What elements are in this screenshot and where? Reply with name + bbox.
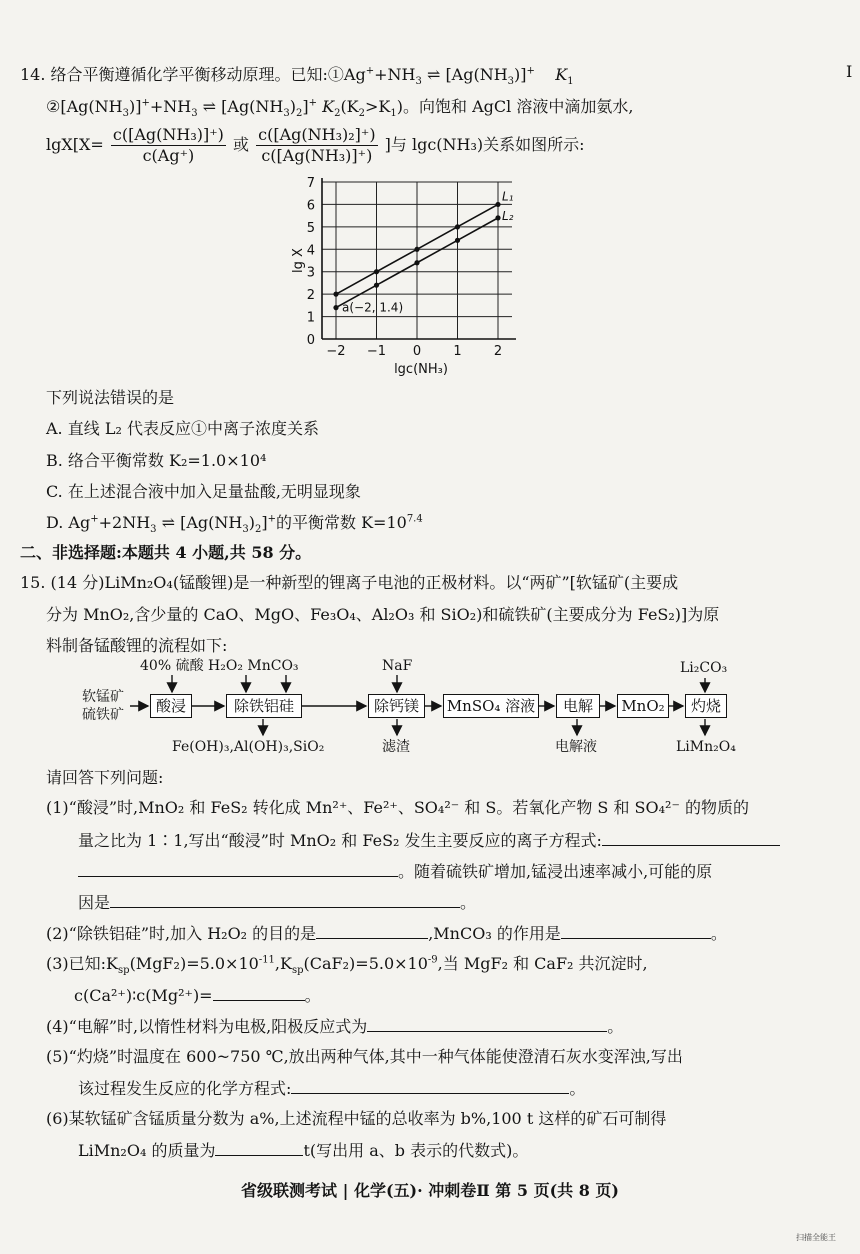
y-tick-label: 0 (306, 333, 315, 348)
answer-blank-5[interactable] (291, 1077, 569, 1094)
answer-blank-1c[interactable] (110, 891, 460, 908)
answer-blank-6[interactable] (215, 1139, 303, 1156)
sub5-line2: 该过程发生反应的化学方程式: 。 (78, 1079, 586, 1098)
sub6-line2: LiMn₂O₄ 的质量为 t(写出用 a、b 表示的代数式)。 (78, 1141, 529, 1160)
answer-blank-1b[interactable] (78, 860, 398, 877)
data-point (455, 224, 460, 229)
output-filter-residue: 滤渣 (382, 739, 410, 755)
step-mnso4-solution: MnSO₄ 溶液 (443, 694, 539, 718)
y-tick-label: 6 (306, 198, 315, 214)
series-label: L₁ (502, 189, 514, 204)
sub1-line4: 因是 。 (78, 893, 477, 912)
output-precipitates: Fe(OH)₃,Al(OH)₃,SiO₂ (172, 739, 325, 755)
answer-blank-4[interactable] (367, 1015, 607, 1032)
answer-blank-3[interactable] (213, 984, 305, 1001)
y-axis-label: lg X (291, 248, 306, 273)
x-axis-label: lgc(NH₃) (394, 362, 448, 377)
y-tick-label: 5 (306, 220, 315, 236)
scanner-watermark: 扫描全能王 (796, 1233, 836, 1242)
data-point (455, 238, 460, 243)
sub6-line1: (6)某软锰矿含锰质量分数为 a%,上述流程中锰的总收率为 b%,100 t 这样的矿石可制得 (46, 1109, 667, 1128)
x-tick-label: 1 (453, 344, 462, 359)
series-label: L₂ (502, 208, 514, 223)
sub4-line: (4)“电解”时,以惰性材料为电极,阳极反应式为 。 (46, 1017, 624, 1036)
sub2-line: (2)“除铁铝硅”时,加入 H₂O₂ 的目的是 ,MnCO₃ 的作用是 。 (46, 924, 727, 943)
section-2-heading: 二、非选择题:本题共 4 小题,共 58 分。 (20, 543, 312, 562)
q15-ask: 请回答下列问题: (46, 768, 164, 787)
option-a: A. 直线 L₂ 代表反应①中离子浓度关系 (46, 419, 319, 438)
x-tick-label: −1 (366, 344, 387, 359)
sub1-line1: (1)“酸浸”时,MnO₂ 和 FeS₂ 转化成 Mn²⁺、Fe²⁺、SO₄²⁻ 和 S。若氧化产物 S 和 SO₄²⁻ 的物质的 (46, 798, 749, 817)
x-tick-label: 2 (493, 344, 503, 359)
q15-intro-2: 分为 MnO₂,含少量的 CaO、MgO、Fe₃O₄、Al₂O₃ 和 SiO₂)和硫铁矿(主要成分为 FeS₂)]为原 (46, 605, 720, 624)
step-acid-leach: 酸浸 (150, 694, 192, 718)
fraction-2: $\frac{\text{c([Ag(NH₃)₂]⁺)}}{\text{c([Ag(NH₃)]⁺)}}$ (258, 125, 376, 165)
step-remove-ca-mg: 除钙镁 (368, 694, 425, 718)
data-point (414, 247, 419, 252)
data-point (333, 305, 338, 310)
q14-prompt: 下列说法错误的是 (46, 388, 175, 407)
sub5-line1: (5)“灼烧”时温度在 600~750 ℃,放出两种气体,其中一种气体能使澄清石灰水变浑浊,写出 (46, 1047, 683, 1066)
sub1-line2: 量之比为 1∶1,写出“酸浸”时 MnO₂ 和 FeS₂ 发生主要反应的离子方程式: (78, 829, 780, 852)
output-electrolyte: 电解液 (555, 739, 597, 755)
step-mno2: MnO₂ (617, 694, 669, 718)
lgx-chart (290, 172, 550, 377)
option-d: D. $Ag^++2NH_3$ ⇌ $[Ag(NH_3)_2]^+$的平衡常数 $K=10^{7.4}$ (46, 513, 423, 536)
data-point (495, 215, 500, 220)
answer-blank-2a[interactable] (316, 922, 428, 939)
data-point (374, 269, 379, 274)
answer-blank-1a[interactable] (602, 829, 780, 846)
fraction-1: $\frac{\text{c([Ag(NH₃)]⁺)}}{c(Ag^+)}$ (112, 125, 224, 165)
reagent-naf: NaF (382, 658, 413, 674)
y-tick-label: 2 (306, 288, 315, 304)
step-calcine: 灼烧 (685, 694, 727, 718)
data-point (374, 283, 379, 288)
raw-material-1: 软锰矿 (82, 689, 124, 705)
reagent-li2co3: Li₂CO₃ (680, 660, 728, 676)
q14-line3: lgX[X= $\frac{\text{c([Ag(NH₃)]⁺)}}{c(Ag^+)}$ 或 $\frac{\text{c([Ag(NH₃)₂]⁺)}}{\text{c([Ag(NH₃)]⁺)}}$ ]与 lgc(NH₃)关系如图所示: (46, 125, 585, 165)
page-footer: 省级联测考试 | 化学(五)· 冲刺卷Ⅱ 第 5 页(共 8 页) (241, 1181, 619, 1200)
y-tick-label: 1 (306, 310, 315, 326)
data-point (414, 260, 419, 265)
data-point (495, 202, 500, 207)
point-annotation: a(−2, 1.4) (342, 300, 404, 315)
q14-line2: $②[Ag(NH_3)]^++NH_3$ ⇌ $[Ag(NH_3)_2]^+$ $K_2(K_2>K_1)$。向饱和 AgCl 溶液中滴加氨水, (46, 97, 634, 120)
q15-intro-3: 料制备锰酸锂的流程如下: (46, 636, 228, 655)
data-point (333, 292, 338, 297)
raw-material-2: 硫铁矿 (82, 707, 124, 723)
q15-intro-1: 15. (14 分)LiMn₂O₄(锰酸锂)是一种新型的锂离子电池的正极材料。以“两矿”[软锰矿(主要成 (20, 573, 679, 592)
y-tick-label: 4 (306, 243, 315, 259)
corner-mark: I (846, 62, 853, 81)
option-b: B. 络合平衡常数 K₂=1.0×10⁴ (46, 451, 267, 470)
reagent-acid-h2o2-mnco3: 40% 硫酸 H₂O₂ MnCO₃ (140, 658, 299, 674)
output-limn2o4: LiMn₂O₄ (676, 739, 736, 755)
y-tick-label: 7 (306, 176, 315, 191)
x-tick-label: −2 (326, 344, 346, 359)
answer-blank-2b[interactable] (561, 922, 711, 939)
option-c: C. 在上述混合液中加入足量盐酸,无明显现象 (46, 482, 361, 501)
step-electrolysis: 电解 (556, 694, 600, 718)
sub3-line2: c(Ca²⁺)∶c(Mg²⁺)= 。 (74, 986, 321, 1005)
y-tick-label: 3 (306, 265, 315, 281)
sub1-line3: 。随着硫铁矿增加,锰浸出速率减小,可能的原 (78, 860, 712, 883)
step-remove-fe-al-si: 除铁铝硅 (226, 694, 302, 718)
q14-line1: 14. 络合平衡遵循化学平衡移动原理。已知$:①Ag^++NH_3$ ⇌ $[Ag(NH_3)]^+$ $K_1$ (20, 65, 574, 88)
x-tick-label: 0 (412, 344, 422, 359)
sub3-line1: (3)已知$:K_{sp}(MgF_2)=5.0\times 10^{-11},K_{sp}(CaF_2)=5.0\times 10^{-9}$,当 MgF₂ 和 CaF₂ 共沉淀时, (46, 954, 648, 977)
